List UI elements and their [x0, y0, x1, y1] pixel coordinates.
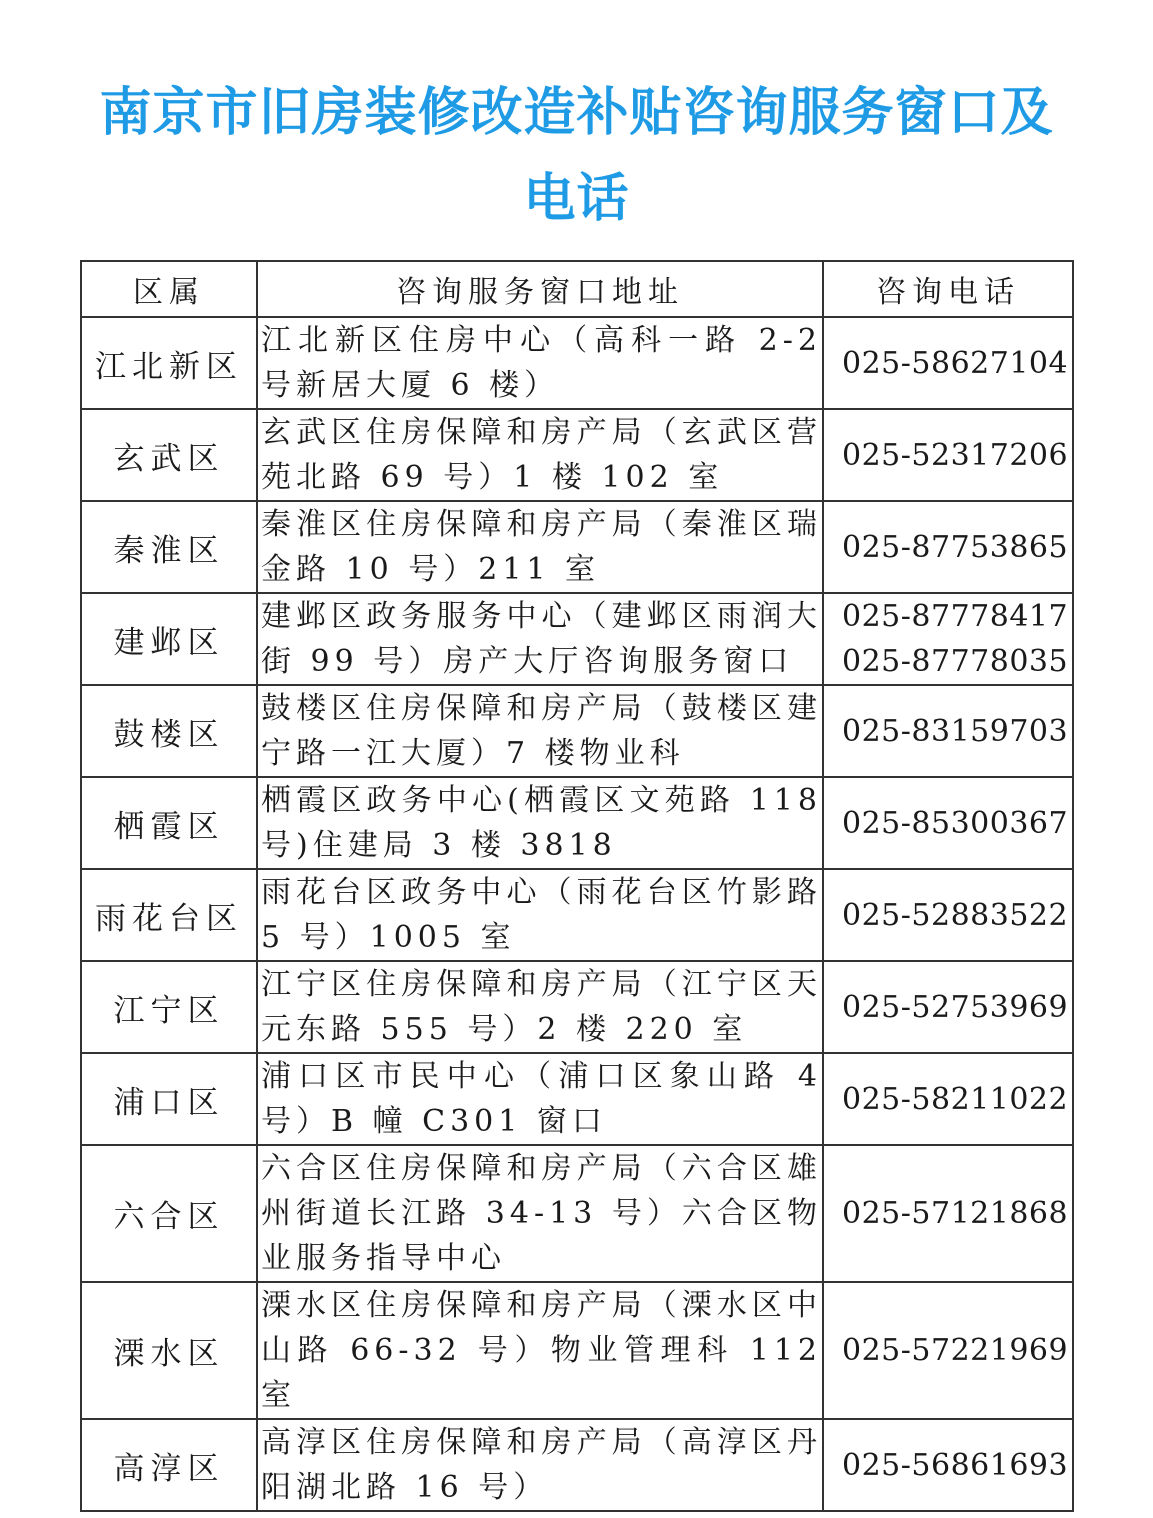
district-cell: 栖霞区: [81, 777, 257, 869]
district-cell: 江北新区: [81, 317, 257, 409]
address-cell: 雨花台区政务中心（雨花台区竹影路 5 号）1005 室: [257, 869, 823, 961]
phone-number: 025-87753865: [842, 529, 1069, 565]
phone-number: 025-52883522: [842, 897, 1069, 933]
phone-cell: [823, 409, 1073, 501]
district-cell: 溧水区: [81, 1282, 257, 1419]
table-header-row: [81, 261, 1073, 317]
district-cell: 六合区: [81, 1145, 257, 1282]
address-cell: 高淳区住房保障和房产局（高淳区丹阳湖北路 16 号）: [257, 1419, 823, 1511]
table-row: [81, 1282, 1073, 1419]
table-row: [81, 961, 1073, 1053]
header-phone: 咨询电话: [823, 261, 1073, 317]
phone-number: 025-58627104: [842, 345, 1069, 381]
table-row: [81, 1419, 1073, 1511]
table-row: [81, 685, 1073, 777]
phone-number: 025-57221969: [842, 1333, 1069, 1368]
phone-cell: [823, 1053, 1073, 1145]
phone-number: 025-58211022: [842, 1081, 1069, 1117]
table-row: [81, 777, 1073, 869]
consultation-table: [80, 260, 1074, 1512]
district-cell: 浦口区: [81, 1053, 257, 1145]
table-row: [81, 1053, 1073, 1145]
address-cell: 秦淮区住房保障和房产局（秦淮区瑞金路 10 号）211 室: [257, 501, 823, 593]
address-cell: 浦口区市民中心（浦口区象山路 4 号）B 幢 C301 窗口: [257, 1053, 823, 1145]
phone-cell: [823, 593, 1073, 685]
district-cell: 鼓楼区: [81, 685, 257, 777]
table-row: [81, 593, 1073, 685]
table-row: [81, 501, 1073, 593]
address-cell: 建邺区政务服务中心（建邺区雨润大街 99 号）房产大厅咨询服务窗口: [257, 593, 823, 685]
phone-number: 025-52753969: [842, 989, 1069, 1025]
district-cell: 玄武区: [81, 409, 257, 501]
phone-cell: [823, 1419, 1073, 1511]
phone-cell: [823, 501, 1073, 593]
header-address: 咨询服务窗口地址: [257, 261, 823, 317]
phone-cell: [823, 1145, 1073, 1282]
table-row: [81, 409, 1073, 501]
address-cell: 江北新区住房中心（高科一路 2-2 号新居大厦 6 楼）: [257, 317, 823, 409]
phone-cell: [823, 1282, 1073, 1419]
phone-cell: [823, 777, 1073, 869]
address-cell: 栖霞区政务中心(栖霞区文苑路 118 号)住建局 3 楼 3818: [257, 777, 823, 869]
district-cell: 建邺区: [81, 593, 257, 685]
phone-cell: [823, 869, 1073, 961]
page-title-line-1: 南京市旧房装修改造补贴咨询服务窗口及: [99, 83, 1054, 143]
phone-cell: [823, 685, 1073, 777]
district-cell: 雨花台区: [81, 869, 257, 961]
address-cell: 六合区住房保障和房产局（六合区雄州街道长江路 34-13 号）六合区物业服务指导中心: [257, 1145, 823, 1282]
phone-cell: [823, 317, 1073, 409]
district-cell: 秦淮区: [81, 501, 257, 593]
address-cell: 江宁区住房保障和房产局（江宁区天元东路 555 号）2 楼 220 室: [257, 961, 823, 1053]
phone-number: 025-87778035: [842, 644, 1069, 679]
address-cell: 溧水区住房保障和房产局（溧水区中山路 66-32 号）物业管理科 112 室: [257, 1282, 823, 1419]
phone-number: 025-83159703: [842, 713, 1069, 749]
phone-cell: [823, 961, 1073, 1053]
phone-number: 025-85300367: [842, 805, 1069, 841]
phone-number: 025-57121868: [842, 1196, 1069, 1231]
district-cell: 江宁区: [81, 961, 257, 1053]
page-title-line-2: 电话: [523, 169, 630, 229]
table-row: [81, 317, 1073, 409]
address-cell: 玄武区住房保障和房产局（玄武区营苑北路 69 号）1 楼 102 室: [257, 409, 823, 501]
page-title: [0, 70, 1153, 242]
table-row: [81, 869, 1073, 961]
phone-number: 025-52317206: [842, 437, 1069, 473]
table-row: [81, 1145, 1073, 1282]
header-district: 区属: [81, 261, 257, 317]
district-cell: 高淳区: [81, 1419, 257, 1511]
phone-number: 025-56861693: [842, 1447, 1069, 1483]
phone-number: 025-87778417: [842, 599, 1069, 634]
address-cell: 鼓楼区住房保障和房产局（鼓楼区建宁路一江大厦）7 楼物业科: [257, 685, 823, 777]
